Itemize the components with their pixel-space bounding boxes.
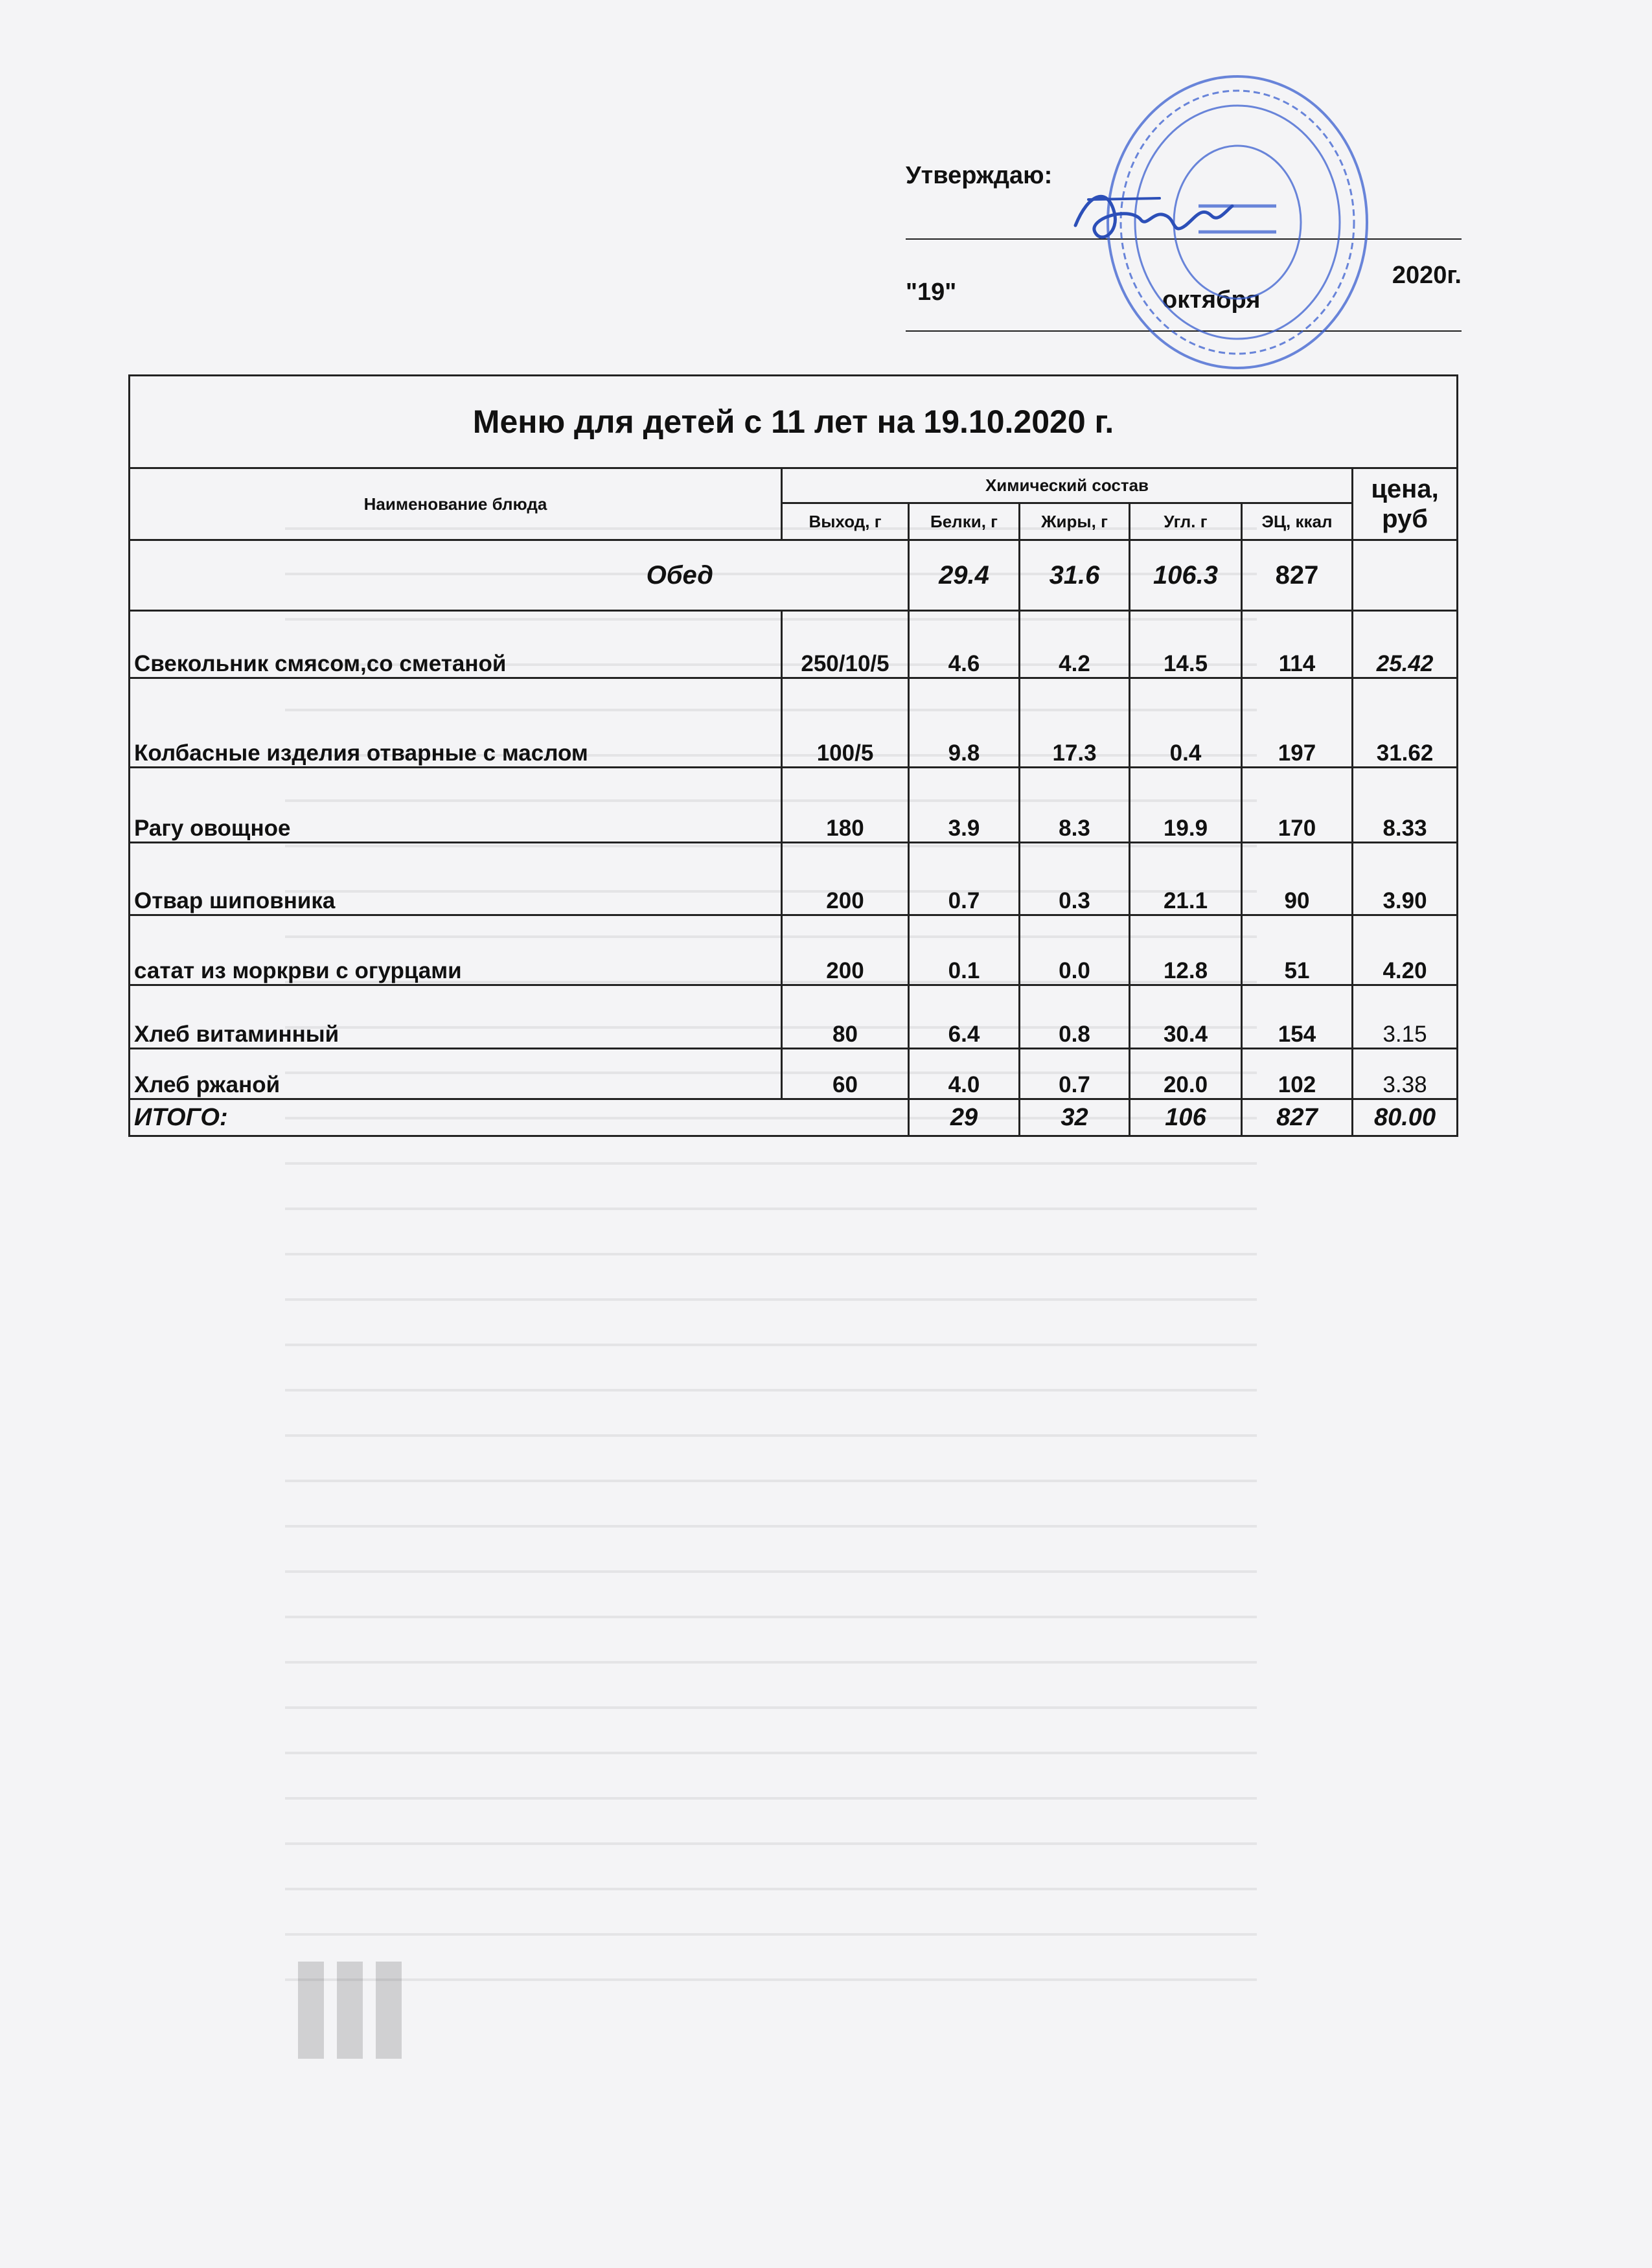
header-dish-name: Наименование блюда [130,468,782,540]
dish-energy: 90 [1242,843,1353,915]
dish-name: Хлеб витаминный [130,985,782,1049]
meal-protein: 29.4 [909,540,1020,611]
total-row [130,1099,1458,1136]
approval-year: 2020г. [1392,262,1462,289]
approval-month: октября [1162,286,1261,314]
dish-fat: 0.3 [1020,843,1130,915]
dish-price: 3.90 [1353,843,1458,915]
dish-protein: 4.6 [909,611,1020,678]
header-protein: Белки, г [909,503,1020,540]
dish-name: Свекольник смясом,со сметаной [130,611,782,678]
header-yield: Выход, г [782,503,909,540]
total-energy: 827 [1242,1099,1353,1136]
bleed-through-mark [298,1962,402,2059]
dish-yield: 200 [782,843,909,915]
dish-price: 25.42 [1353,611,1458,678]
dish-yield: 250/10/5 [782,611,909,678]
meal-carbs: 106.3 [1130,540,1242,611]
table-row [130,915,1458,985]
table-row [130,985,1458,1049]
signature [1062,180,1237,258]
dish-fat: 4.2 [1020,611,1130,678]
header-chem: Химический состав [782,468,1353,503]
header-carbs: Угл. г [1130,503,1242,540]
dish-price: 3.38 [1353,1049,1458,1099]
dish-yield: 100/5 [782,678,909,768]
dish-carbs: 19.9 [1130,768,1242,843]
dish-carbs: 14.5 [1130,611,1242,678]
dish-name: Рагу овощное [130,768,782,843]
dish-fat: 8.3 [1020,768,1130,843]
dish-protein: 9.8 [909,678,1020,768]
dish-yield: 200 [782,915,909,985]
dish-name: сатат из моркрви с огурцами [130,915,782,985]
dish-energy: 102 [1242,1049,1353,1099]
dish-yield: 60 [782,1049,909,1099]
dish-name: Колбасные изделия отварные с маслом [130,678,782,768]
total-price: 80.00 [1353,1099,1458,1136]
menu-title: Меню для детей с 11 лет на 19.10.2020 г. [130,376,1458,468]
meal-name: Обед [130,540,909,611]
dish-protein: 6.4 [909,985,1020,1049]
dish-protein: 3.9 [909,768,1020,843]
table-row [130,611,1458,678]
table-row [130,768,1458,843]
dish-energy: 197 [1242,678,1353,768]
table-row [130,843,1458,915]
dish-yield: 180 [782,768,909,843]
total-protein: 29 [909,1099,1020,1136]
dish-carbs: 30.4 [1130,985,1242,1049]
dish-fat: 0.8 [1020,985,1130,1049]
dish-name: Хлеб ржаной [130,1049,782,1099]
dish-price: 3.15 [1353,985,1458,1049]
dish-carbs: 12.8 [1130,915,1242,985]
table-row [130,1049,1458,1099]
dish-carbs: 21.1 [1130,843,1242,915]
meal-price [1353,540,1458,611]
dish-name: Отвар шиповника [130,843,782,915]
dish-protein: 4.0 [909,1049,1020,1099]
dish-energy: 170 [1242,768,1353,843]
dish-energy: 114 [1242,611,1353,678]
approval-label: Утверждаю: [906,162,1053,189]
meal-energy: 827 [1242,540,1353,611]
total-carbs: 106 [1130,1099,1242,1136]
dish-price: 8.33 [1353,768,1458,843]
dish-price: 31.62 [1353,678,1458,768]
menu-table [128,374,1458,1137]
dish-carbs: 0.4 [1130,678,1242,768]
approval-day: "19" [906,279,957,306]
meal-row [130,540,1458,611]
dish-fat: 17.3 [1020,678,1130,768]
header-fat: Жиры, г [1020,503,1130,540]
header-energy: ЭЦ, ккал [1242,503,1353,540]
dish-fat: 0.7 [1020,1049,1130,1099]
dish-protein: 0.1 [909,915,1020,985]
table-row [130,678,1458,768]
dish-carbs: 20.0 [1130,1049,1242,1099]
total-label: ИТОГО: [130,1099,909,1136]
dish-fat: 0.0 [1020,915,1130,985]
dish-energy: 51 [1242,915,1353,985]
meal-fat: 31.6 [1020,540,1130,611]
dish-price: 4.20 [1353,915,1458,985]
dish-protein: 0.7 [909,843,1020,915]
header-price: цена, руб [1353,468,1458,540]
total-fat: 32 [1020,1099,1130,1136]
dish-energy: 154 [1242,985,1353,1049]
dish-yield: 80 [782,985,909,1049]
